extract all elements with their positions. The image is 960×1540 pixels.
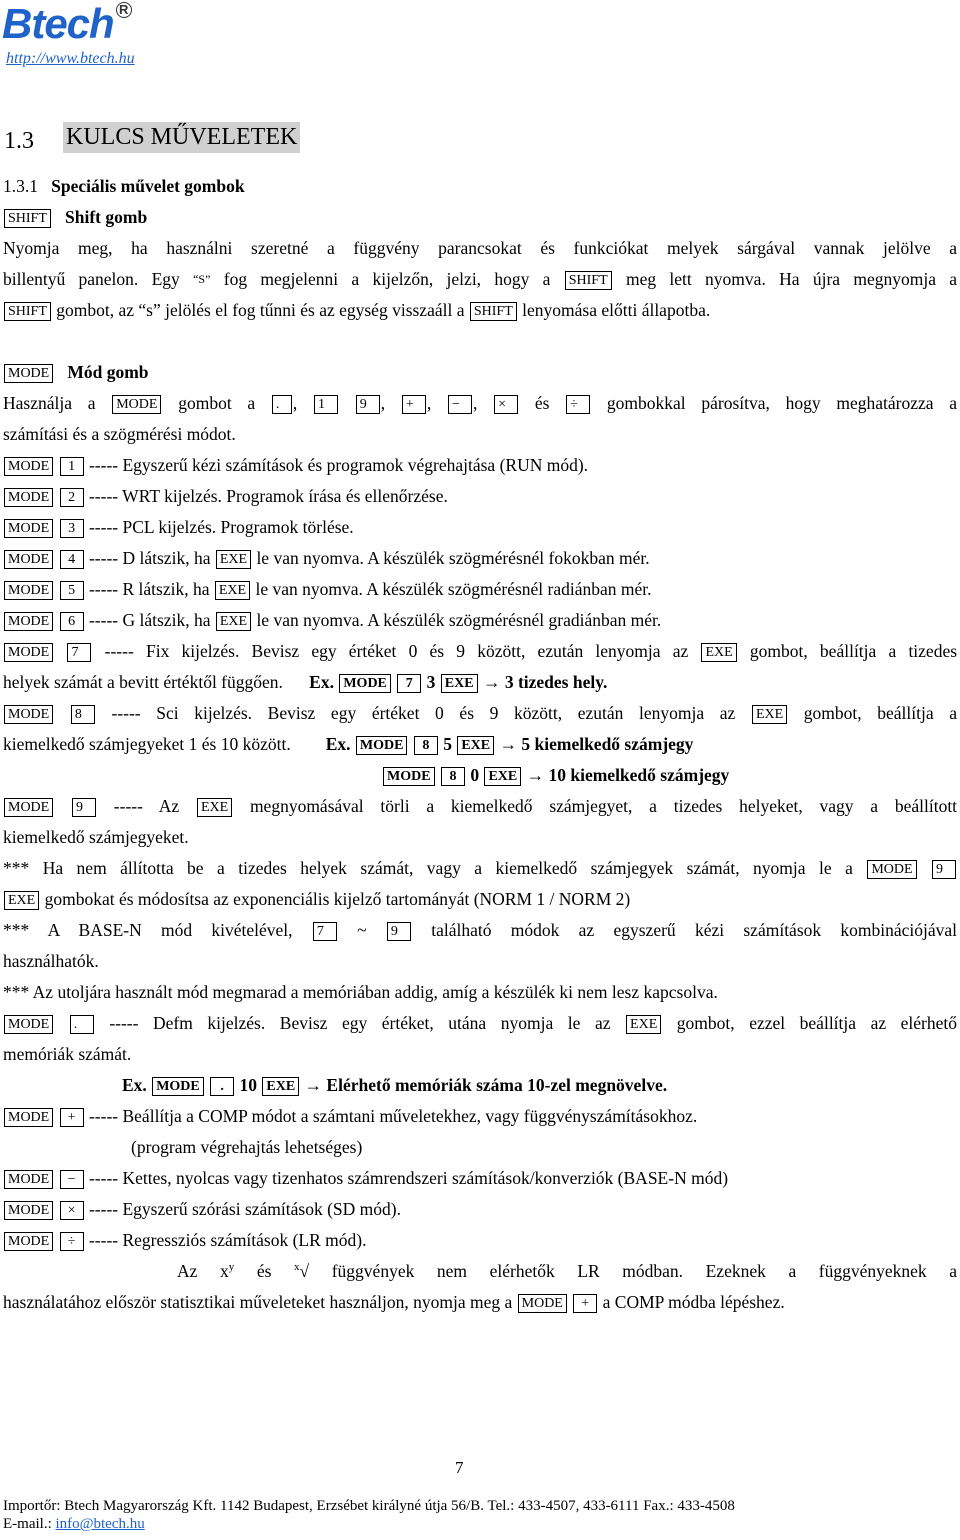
shift-key: SHIFT [470,302,517,321]
mode-7-row: MODE 7 ----- Fix kijelzés. Bevisz egy értéket 0 és 9 között, ezután lenyomja az EXE gombot, beállítja a tizedes [3,641,957,662]
mode-key: MODE [4,364,53,383]
mode-7-example: helyek számát a bevitt értéktől függően. Ex. MODE 7 3 EXE → 3 tizedes hely. [3,672,608,692]
mode-2-row: MODE 2 ----- WRT kijelzés. Programok írása és ellenőrzése. [3,486,448,507]
shift-key: SHIFT [565,271,612,290]
dot-key: . [70,1015,94,1034]
note-3: *** Az utoljára használt mód megmarad a memóriában addig, amíg a készülék ki nem lesz kapcsolva. [3,982,718,1002]
8-key: 8 [71,705,95,724]
exe-key: EXE [4,891,39,910]
1-key: 1 [314,395,338,414]
mode-key: MODE [4,488,53,507]
2-key: 2 [60,488,84,507]
mode-heading: MODE Mód gomb [3,362,149,383]
lr-note-line2: használatához először statisztikai műveleteket használjon, nyomja meg a MODE + a COMP módba lépéshez. [3,1292,785,1312]
mode-key: MODE [383,767,435,786]
shift-heading: SHIFT Shift gomb [3,207,147,228]
note-1-line2: EXE gombokat és módosítsa az exponenciális kijelző tartományát (NORM 1 / NORM 2) [3,889,630,910]
page-number: 7 [455,1458,464,1477]
note-1-line1: *** Ha nem állította be a tizedes helyek számát, vagy a kiemelkedő számjegyek számát, nyomja le a MODE 9 [3,858,957,879]
note-2-line1: *** A BASE-N mód kivételével, 7 ~ 9 található módok az egyszerű kézi számítások kombinációjával [3,920,958,940]
divide-key: ÷ [566,395,590,414]
mode-key: MODE [867,860,916,879]
mode-key: MODE [4,519,53,538]
exe-key: EXE [216,550,251,569]
lr-note-line1: Az $x^y$ és $^x$√ függvények nem elérhetők LR módban. Ezeknek a függvényeknek a [177,1261,958,1281]
section-title: KULCS MŰVELETEK [63,122,300,153]
exe-key: EXE [701,643,736,662]
section-number: 1.3 [4,128,34,154]
mode-5-row: MODE 5 ----- R látszik, ha EXE le van nyomva. A készülék szögmérésnél radiánban mér. [3,579,652,600]
mode-plus-row: MODE + ----- Beállítja a COMP módot a számtani műveletekhez, vagy függvényszámításokhoz. [3,1106,697,1127]
mode-minus-row: MODE − ----- Kettes, nyolcas vagy tizenhatos számrendszeri számítások/konverziók (BASE-N mód) [3,1168,728,1189]
mode-key: MODE [152,1077,204,1096]
mode-6-row: MODE 6 ----- G látszik, ha EXE le van nyomva. A készülék szögmérésnél gradiánban mér. [3,610,661,631]
mode-div-row: MODE ÷ ----- Regressziós számítások (LR mód). [3,1230,366,1251]
plus-key: + [573,1294,597,1313]
mode-4-row: MODE 4 ----- D látszik, ha EXE le van nyomva. A készülék szögmérésnél fokokban mér. [3,548,650,569]
mode-1-row: MODE 1 ----- Egyszerű kézi számítások és programok végrehajtása (RUN mód). [3,455,588,476]
website-link[interactable]: http://www.btech.hu [6,50,135,67]
plus-key: + [402,395,426,414]
3-key: 3 [60,519,84,538]
9-key: 9 [356,395,380,414]
shift-key: SHIFT [4,209,51,228]
mode-key: MODE [518,1294,567,1313]
mode-key: MODE [112,395,161,414]
footer: Importőr: Btech Magyarország Kft. 1142 Budapest, Erzsébet királyné útja 56/B. Tel.: 433-4507, 433-6111 Fax.: 433-4508 E-mail.: info@btech.hu [3,1498,735,1532]
plus-key: + [60,1108,84,1127]
mode-key: MODE [4,1108,53,1127]
exe-key: EXE [197,798,232,817]
9-key: 9 [387,922,411,941]
shift-text-line1: Nyomja meg, ha használni szeretné a függvény parancsokat és funkciókat melyek sárgával vannak jelölve a [3,238,957,258]
mode-key: MODE [4,1015,53,1034]
9-key: 9 [932,860,956,879]
mode-key: MODE [4,550,53,569]
times-key: × [494,395,518,414]
mode-key: MODE [4,1232,53,1251]
mode-key: MODE [4,705,53,724]
7-key: 7 [313,922,337,941]
registered-mark: R [116,2,132,18]
7-key: 7 [67,643,91,662]
mode-dot-row-cont: memóriák számát. [3,1044,132,1064]
shift-key: SHIFT [4,302,51,321]
mode-key: MODE [4,1201,53,1220]
exe-key: EXE [262,1077,299,1096]
mode-usage-line2: számítási és a szögmérési módot. [3,424,236,444]
1-key: 1 [60,457,84,476]
exe-key: EXE [441,674,478,693]
mode-key: MODE [339,674,391,693]
9-key: 9 [72,798,96,817]
mode-times-row: MODE × ----- Egyszerű szórási számítások (SD mód). [3,1199,401,1220]
mode-key: MODE [4,643,53,662]
mode-key: MODE [4,798,53,817]
shift-text-line3: SHIFT gombot, az “s” jelölés el fog tűnni és az egység visszaáll a SHIFT lenyomása előtti állapotba. [3,300,710,321]
exe-key: EXE [216,612,251,631]
mode-3-row: MODE 3 ----- PCL kijelzés. Programok törlése. [3,517,354,538]
exe-key: EXE [626,1015,661,1034]
minus-key: − [60,1170,84,1189]
footer-importer: Importőr: Btech Magyarország Kft. 1142 Budapest, Erzsébet királyné útja 56/B. Tel.: 433-4507, 433-6111 Fax.: 433-4508 [3,1498,735,1514]
6-key: 6 [60,612,84,631]
mode-dot-example: Ex. MODE . 10 EXE → Elérhető memóriák száma 10-zel megnövelve. [122,1075,668,1095]
minus-key: − [448,395,472,414]
mode-plus-row-cont: (program végrehajtás lehetséges) [131,1137,363,1157]
4-key: 4 [60,550,84,569]
exe-key: EXE [215,581,250,600]
mode-dot-row: MODE . ----- Defm kijelzés. Bevisz egy értéket, utána nyomja le az EXE gombot, ezzel beállítja az elérhető [3,1013,957,1034]
mode-8-example: kiemelkedő számjegyeket 1 és 10 között. Ex. MODE 8 5 EXE → 5 kiemelkedő számjegy [3,734,694,754]
dot-key: . [210,1077,234,1096]
7-key: 7 [397,674,421,693]
btech-logo: Btech R [2,0,132,48]
exe-key: EXE [484,767,521,786]
mode-key: MODE [4,581,53,600]
dot-key: . [272,395,292,414]
note-2-line2: használhatók. [3,951,99,971]
mode-8-row: MODE 8 ----- Sci kijelzés. Bevisz egy értéket 0 és 9 között, ezután lenyomja az EXE gombot, beállítja a [3,703,957,724]
divide-key: ÷ [60,1232,84,1251]
exe-key: EXE [457,736,494,755]
shift-text-line2: billentyű panelon. Egy “S” fog megjelenni a kijelzőn, jelzi, hogy a SHIFT meg lett nyomva. Ha újra megnyomja a [3,269,958,289]
subsection-heading: 1.3.1 Speciális művelet gombok [3,176,245,196]
mode-usage-line1: Használja a MODE gombot a . , 1 9 , + , − , × és ÷ gombokkal párosítva, hogy meghatározza a [3,393,957,413]
8-key: 8 [414,736,438,755]
email-link[interactable]: info@btech.hu [55,1516,145,1532]
exe-key: EXE [752,705,787,724]
mode-key: MODE [4,1170,53,1189]
mode-key: MODE [4,457,53,476]
mode-9-row: MODE 9 ----- Az EXE megnyomásával törli a kiemelkedő számjegyet, a tizedes helyeket, vagy a beállított [3,796,957,817]
mode-9-row-cont: kiemelkedő számjegyeket. [3,827,189,847]
mode-key: MODE [356,736,408,755]
8-key: 8 [441,767,465,786]
mode-key: MODE [4,612,53,631]
times-key: × [60,1201,84,1220]
mode-8-example2: MODE 8 0 EXE → 10 kiemelkedő számjegy [382,765,729,786]
5-key: 5 [60,581,84,600]
